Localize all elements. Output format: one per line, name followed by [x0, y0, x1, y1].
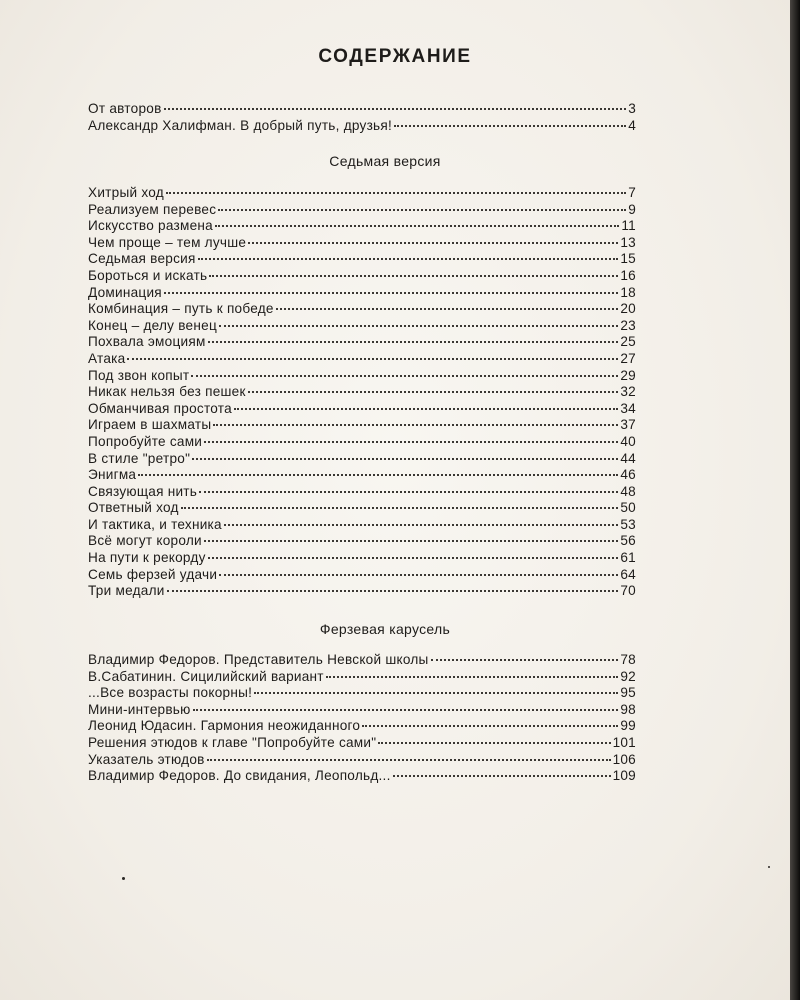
toc-entry-page: 20 [620, 301, 636, 317]
dot-leader [209, 274, 618, 277]
toc-entry [88, 500, 636, 517]
toc-entry-page: 46 [620, 467, 636, 483]
dot-leader [219, 324, 618, 327]
toc-entry-title: Хитрый ход [88, 185, 164, 200]
toc-entry-title: В стиле "ретро" [88, 450, 191, 466]
toc-entry-page: 23 [620, 317, 636, 333]
toc-entry-page: 4 [628, 117, 636, 133]
toc-entry-page: 98 [620, 701, 636, 717]
dot-leader [193, 708, 619, 711]
toc-entry-title: Бороться и искать [88, 267, 208, 283]
dot-leader [394, 124, 626, 127]
toc-entry-title: Всё могут короли [88, 533, 202, 549]
dot-leader [248, 390, 619, 393]
toc-entry-page: 92 [620, 668, 636, 684]
dot-leader [167, 589, 619, 592]
toc-entry-page: 95 [620, 685, 636, 701]
toc-entry-page: 101 [612, 734, 636, 750]
dot-leader [362, 724, 618, 727]
toc-entry [88, 268, 636, 285]
toc-entry [88, 101, 636, 118]
toc-entry-title: Чем проще – тем лучше [88, 234, 247, 250]
toc-entry-title: Под звон копыт [88, 367, 190, 383]
toc-entry [88, 467, 636, 484]
toc-entry-title: Владимир Федоров. До свидания, Леопольд... [88, 768, 391, 784]
dot-leader [213, 423, 618, 426]
toc-entry-page: 53 [620, 516, 636, 532]
toc-entry-page: 99 [620, 718, 636, 734]
toc-entry-title: Леонид Юдасин. Гармония неожиданного [88, 718, 361, 734]
dot-leader [164, 107, 627, 110]
toc-entry-page: 3 [628, 101, 636, 116]
toc-entry [88, 285, 636, 302]
toc-entry-title: Никак нельзя без пешек [88, 384, 246, 400]
toc-entry [88, 550, 636, 567]
speck-mark [768, 866, 770, 868]
page-heading: СОДЕРЖАНИЕ [318, 46, 472, 67]
toc-entry [88, 384, 636, 401]
toc-entry-title: Атака [88, 350, 126, 366]
page-edge-shadow [790, 0, 800, 1000]
dot-leader [218, 208, 626, 211]
toc-entry-page: 13 [620, 234, 636, 250]
toc-entry [88, 301, 636, 318]
toc-entry-page: 29 [620, 367, 636, 383]
toc-entry-page: 34 [620, 400, 636, 416]
toc-entry-page: 50 [620, 500, 636, 516]
toc-entry [88, 434, 636, 451]
toc-entry [88, 218, 636, 235]
toc-entry-page: 61 [620, 550, 636, 566]
toc-entry [88, 533, 636, 550]
dot-leader [276, 307, 619, 310]
toc-entry-title: Искусство размена [88, 218, 213, 234]
dot-leader [431, 658, 619, 661]
toc-entry [88, 768, 636, 785]
toc-entry [88, 235, 636, 252]
toc-entry [88, 484, 636, 501]
toc-entry-title: Попробуйте сами [88, 433, 203, 449]
toc-entry-title: Владимир Федоров. Представитель Невской школы [88, 652, 429, 667]
toc-entry-page: 48 [620, 483, 636, 499]
dot-leader [234, 407, 618, 410]
toc-entry-title: Обманчивая простота [88, 400, 232, 416]
toc-entry-page: 109 [612, 768, 636, 784]
toc-entry [88, 752, 636, 769]
toc-entry [88, 517, 636, 534]
toc-entry-title: Доминация [88, 284, 162, 300]
toc-entry-title: Александр Халифман. В добрый путь, друзья! [88, 117, 393, 133]
toc-entry-page: 9 [628, 201, 636, 217]
toc-entry-title: Связующая нить [88, 483, 198, 499]
dot-leader [198, 257, 619, 260]
toc-entry-page: 56 [620, 533, 636, 549]
toc-entry-page: 11 [621, 218, 636, 234]
toc-entry-title: Комбинация – путь к победе [88, 301, 274, 317]
section-title-2: Ферзевая карусель [319, 621, 451, 637]
toc-entry [88, 583, 636, 600]
toc-entry-title: Похвала эмоциям [88, 334, 206, 350]
dot-leader [215, 224, 619, 227]
toc-entry-page: 37 [620, 417, 636, 433]
toc-entry [88, 401, 636, 418]
dot-leader [248, 241, 618, 244]
toc-entry [88, 652, 636, 669]
toc-entry-page: 44 [620, 450, 636, 466]
toc-entry-page: 15 [620, 251, 636, 267]
dot-leader [208, 340, 619, 343]
toc-entry-page: 106 [612, 751, 636, 767]
dot-leader [204, 539, 619, 542]
toc-entry [88, 669, 636, 686]
dot-leader [199, 490, 618, 493]
toc-entry-title: Мини-интервью [88, 701, 191, 717]
toc-entry [88, 735, 636, 752]
toc-entry [88, 702, 636, 719]
toc-entry [88, 685, 636, 702]
dot-leader [181, 506, 619, 509]
dot-leader [127, 357, 618, 360]
toc-entry-title: В.Сабатинин. Сицилийский вариант [88, 668, 324, 684]
toc-entry-title: И тактика, и техника [88, 516, 222, 532]
toc-entry [88, 417, 636, 434]
toc-entry-title: Играем в шахматы [88, 417, 212, 433]
toc-section-1-list [88, 185, 636, 600]
section-title-1: Седьмая версия [329, 153, 441, 169]
toc-entry-title: Реализуем перевес [88, 201, 217, 217]
toc-entry [88, 351, 636, 368]
toc-entry-title: На пути к рекорду [88, 550, 206, 566]
dot-leader [393, 774, 611, 777]
toc-entry-title: Семь ферзей удачи [88, 566, 218, 582]
toc-entry [88, 251, 636, 268]
toc-entry [88, 718, 636, 735]
toc-entry-page: 27 [620, 350, 636, 366]
toc-entry [88, 451, 636, 468]
toc-entry-page: 64 [620, 566, 636, 582]
toc-entry-title: Энигма [88, 467, 137, 483]
dot-leader [326, 675, 619, 678]
dot-leader [378, 741, 610, 744]
toc-entry-page: 7 [628, 185, 636, 200]
toc-entry [88, 368, 636, 385]
dot-leader [138, 473, 618, 476]
toc-entry [88, 334, 636, 351]
toc-entry-title: Три медали [88, 583, 165, 599]
toc-intro-list [88, 101, 636, 134]
dot-leader [219, 573, 618, 576]
toc-entry-title: Конец – делу венец [88, 317, 217, 333]
toc-entry-title: ...Все возрасты покорны! [88, 685, 253, 701]
toc-entry-page: 70 [620, 583, 636, 599]
speck-mark [122, 877, 125, 880]
toc-entry-page: 78 [620, 652, 636, 667]
toc-entry-title: Решения этюдов к главе "Попробуйте сами" [88, 734, 377, 750]
toc-entry [88, 318, 636, 335]
toc-entry-title: Седьмая версия [88, 251, 196, 267]
dot-leader [192, 457, 618, 460]
dot-leader [208, 556, 619, 559]
dot-leader [166, 191, 626, 194]
toc-entry [88, 118, 636, 135]
toc-section-2-list [88, 652, 636, 785]
toc-entry-page: 25 [620, 334, 636, 350]
toc-entry [88, 202, 636, 219]
dot-leader [204, 440, 618, 443]
toc-entry [88, 567, 636, 584]
toc-entry-title: Указатель этюдов [88, 751, 205, 767]
toc-entry [88, 185, 636, 202]
dot-leader [207, 758, 611, 761]
toc-entry-page: 40 [620, 433, 636, 449]
toc-entry-page: 18 [620, 284, 636, 300]
dot-leader [164, 291, 618, 294]
toc-entry-page: 16 [620, 267, 636, 283]
toc-entry-title: От авторов [88, 101, 162, 116]
dot-leader [191, 374, 618, 377]
toc-entry-page: 32 [620, 384, 636, 400]
dot-leader [224, 523, 619, 526]
toc-entry-title: Ответный ход [88, 500, 179, 516]
dot-leader [254, 691, 618, 694]
